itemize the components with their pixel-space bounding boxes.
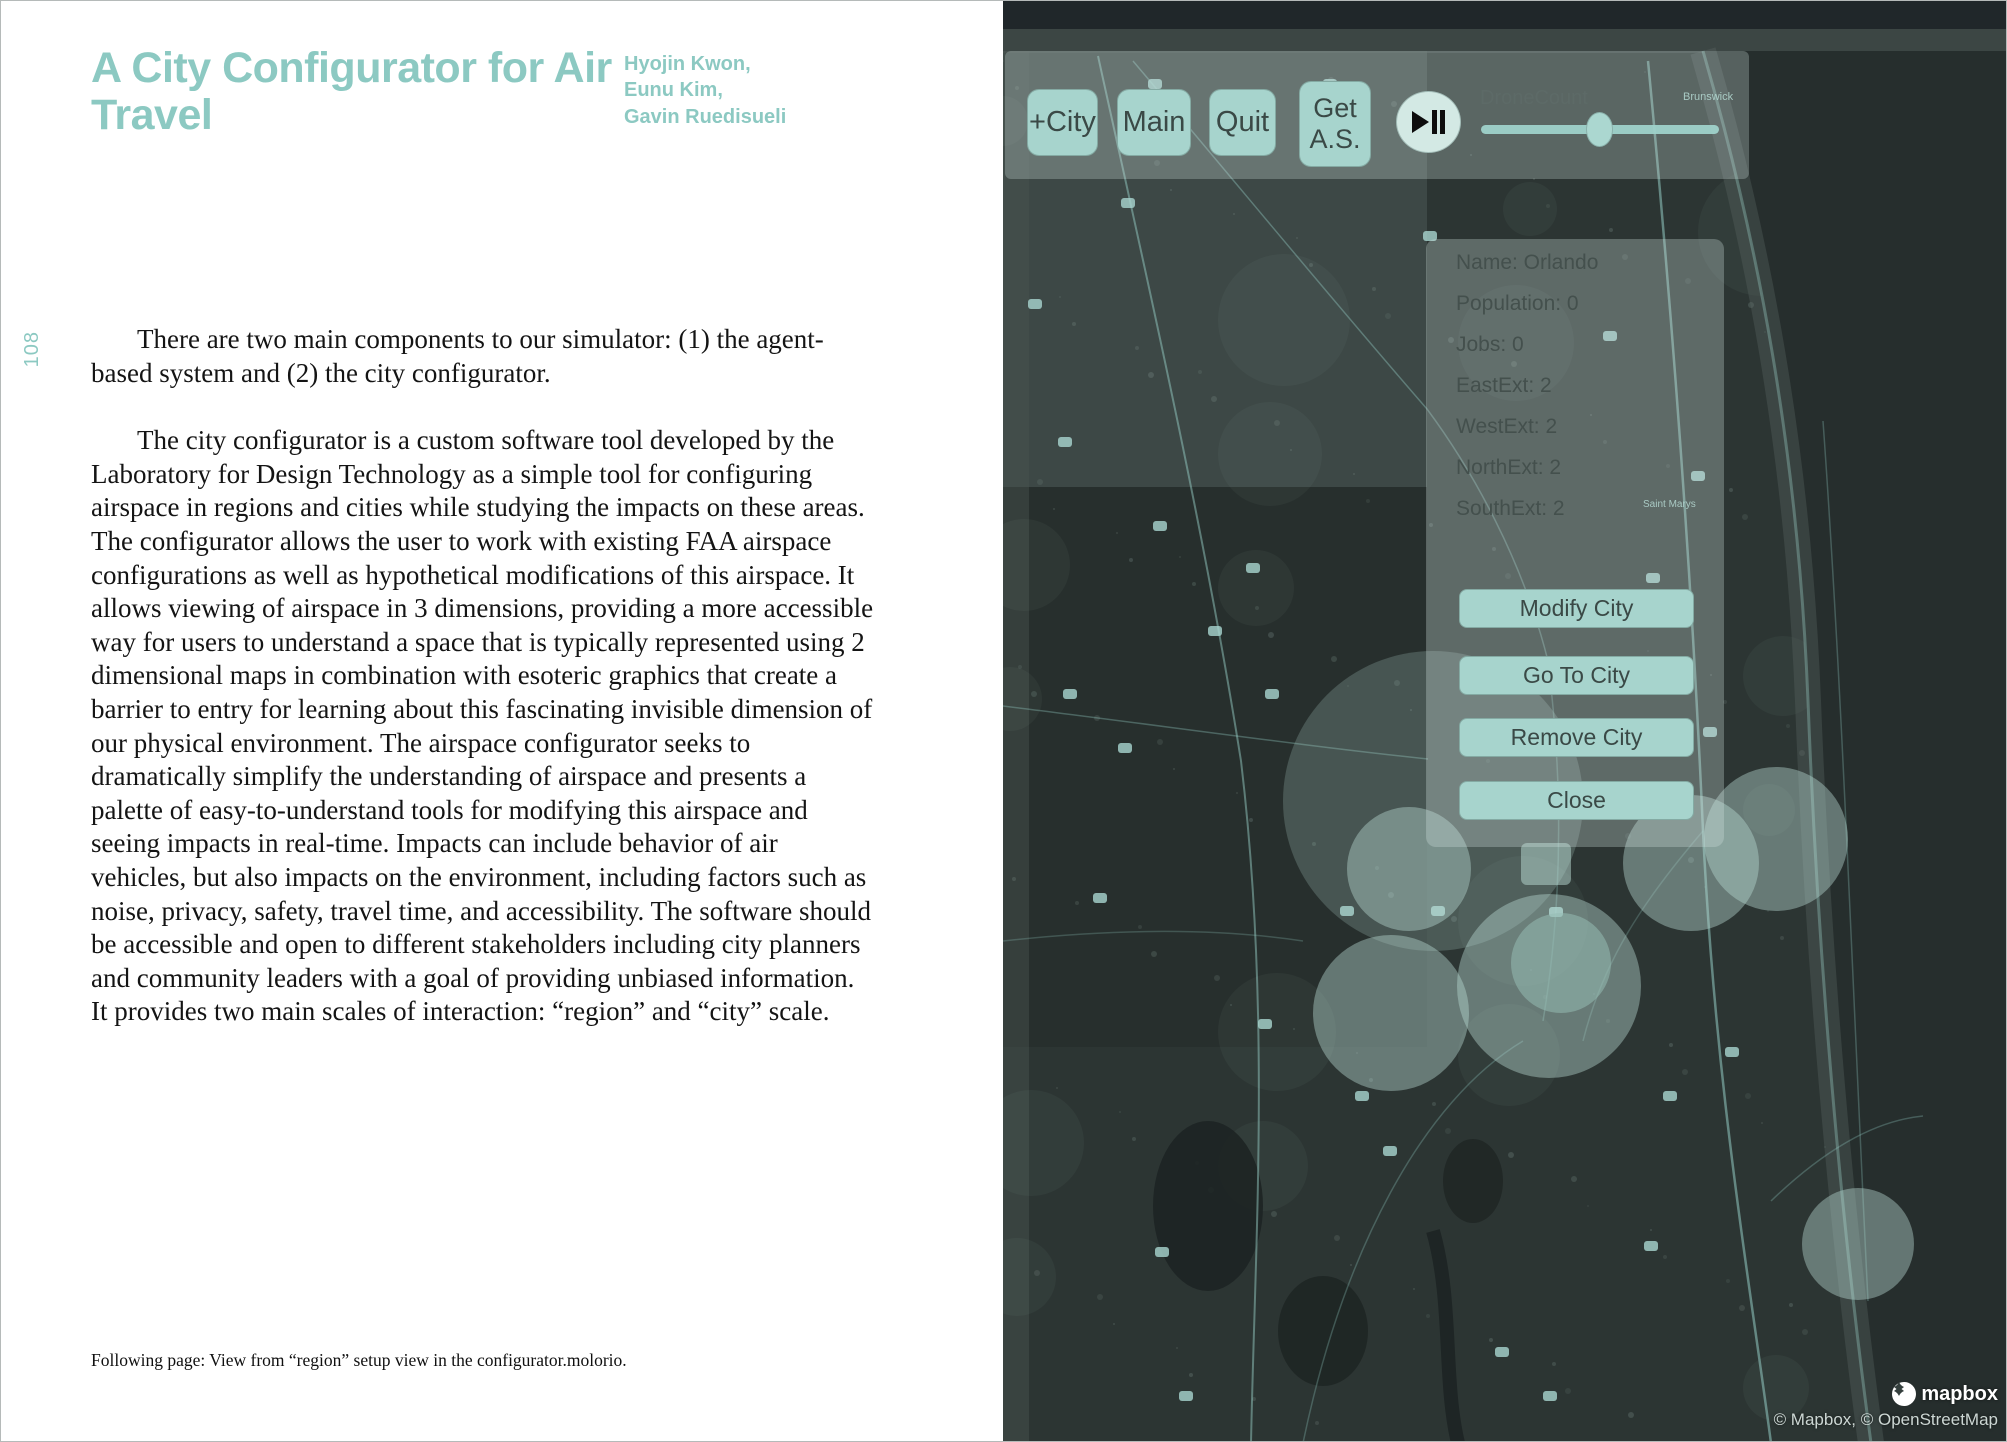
road-shield-icon: [1063, 689, 1077, 699]
add-city-button[interactable]: +City: [1027, 89, 1098, 156]
map-place-label: Brunswick: [1683, 91, 1734, 103]
page-title: A City Configurator for Air Travel: [91, 44, 612, 140]
author-list: [624, 51, 854, 130]
road-shield-icon: [1543, 1391, 1557, 1401]
main-button[interactable]: Main: [1117, 89, 1191, 156]
paragraph: The city configurator is a custom software tool developed by the Laboratory for Design Technology as a simple tool for configuring airspace in regions and cities while studying the impacts on these areas. The configurator allows the user to work with existing FAA airspace configurations as well as hypothetical modifications of this airspace. It allows viewing of airspace in 3 dimensions, providing a more accessible way for users to understand a space that is typically represented using 2 dimensional maps in combination with esoteric graphics that create a barrier to entry for learning about this fascinating invisible dimension of our physical environment. The airspace configurator seeks to dramatically simplify the understanding of airspace and presents a palette of easy-to-understand tools for modifying this airspace and seeing impacts in real-time. Impacts can include behavior of air vehicles, but also impacts on the environment, including factors such as noise, privacy, safety, travel time, and accessibility. The software should be accessible and open to different stakeholders including city planners and community leaders with a goal of providing unbiased information. It provides two main scales of interaction: “region” and “city” scale.: [91, 425, 874, 1027]
drone-count-label: DroneCount: [1480, 87, 1588, 109]
road-shield-icon: [1093, 893, 1107, 903]
road-shield-icon: [1208, 626, 1222, 636]
airspace-zone: [1704, 767, 1848, 911]
modify-city-button[interactable]: Modify City: [1459, 589, 1694, 628]
road-shield-icon: [1028, 299, 1042, 309]
mapbox-logo[interactable]: [1892, 1382, 1998, 1406]
body-text: [91, 323, 875, 1063]
road-shield-icon: [1258, 1019, 1272, 1029]
road-shield-icon: [1118, 743, 1132, 753]
mapbox-logo-text: mapbox: [1921, 1382, 1998, 1405]
quit-button[interactable]: Quit: [1209, 89, 1276, 156]
road-shield-icon: [1355, 1091, 1369, 1101]
road-shield-icon: [1179, 1391, 1193, 1401]
paragraph: There are two main components to our simulator: (1) the agent-based system and (2) the city configurator.: [91, 324, 824, 388]
play-pause-icon: [1432, 110, 1437, 134]
map-attribution[interactable]: © Mapbox, © OpenStreetMap: [1773, 1410, 1998, 1429]
map-place-label: Saint Marys: [1643, 499, 1696, 510]
city-name-field: Name: Orlando: [1456, 251, 1599, 274]
go-to-city-button[interactable]: Go To City: [1459, 656, 1694, 695]
map-canvas[interactable]: [1003, 1, 2007, 1442]
city-westext-field: WestExt: 2: [1456, 415, 1558, 438]
play-pause-icon: [1412, 111, 1429, 133]
road-shield-icon: [1644, 1241, 1658, 1251]
page-number: 108: [21, 331, 43, 368]
city-southext-field: SouthExt: 2: [1456, 497, 1565, 520]
airspace-zone: [1313, 935, 1469, 1091]
play-pause-button[interactable]: [1396, 91, 1461, 153]
author-line: Hyojin Kwon,: [624, 53, 751, 75]
author-line: Gavin Ruedisueli: [624, 105, 787, 128]
road-shield-icon: [1663, 1091, 1677, 1101]
road-shield-icon: [1155, 1247, 1169, 1257]
author-line: Eunu Kim,: [624, 79, 723, 102]
remove-city-button[interactable]: Remove City: [1459, 718, 1694, 757]
road-shield-icon: [1495, 1347, 1509, 1357]
airspace-zone-core: [1511, 913, 1611, 1013]
road-shield-icon: [1121, 198, 1135, 208]
road-shield-icon: [1265, 689, 1279, 699]
city-population-field: Population: 0: [1456, 292, 1579, 315]
airspace-zone: [1802, 1188, 1914, 1300]
road-shield-icon: [1725, 1047, 1739, 1057]
road-shield-icon: [1153, 521, 1167, 531]
mapbox-logo-icon: [1892, 1382, 1916, 1406]
close-button[interactable]: Close: [1459, 781, 1694, 820]
image-caption: Following page: View from “region” setup view in the configurator.molorio.: [91, 1350, 627, 1370]
road-shield-icon: [1246, 563, 1260, 573]
city-jobs-field: Jobs: 0: [1456, 333, 1524, 356]
road-shield-icon: [1383, 1146, 1397, 1156]
play-pause-icon: [1440, 110, 1445, 134]
drone-count-slider-thumb[interactable]: [1586, 112, 1613, 147]
get-as-button[interactable]: Get A.S.: [1299, 81, 1371, 167]
city-northext-field: NorthExt: 2: [1456, 456, 1562, 479]
road-shield-icon: [1058, 437, 1072, 447]
airspace-zone-square: [1521, 843, 1571, 885]
city-eastext-field: EastExt: 2: [1456, 374, 1552, 397]
